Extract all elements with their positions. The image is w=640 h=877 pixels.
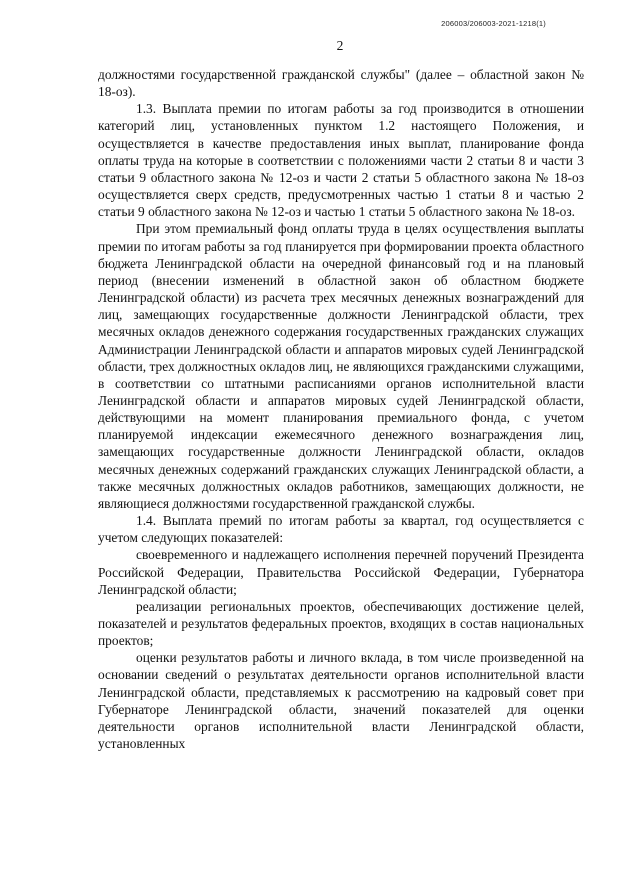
paragraph-1-3: 1.3. Выплата премии по итогам работы за год производится в отношении категорий лиц, установленных пунктом 1.2 настоящего Положения, и осуществляется в качестве предоставления иных выплат, планирование фонда оплаты труда на которые в соответствии с положениями части 2 статьи 8 и части 3 статьи 9 областного закона № 12-оз и части 2 статьи 5 областного закона № 18-оз осуществляется сверх средств, предусмотренных частью 1 статьи 8 и частью 2 статьи 9 областного закона № 12-оз и частью 1 статьи 5 областного закона № 18-оз. xyxy=(98,101,584,220)
paragraph-continuation: должностями государственной гражданской службы" (далее – областной закон № 18-оз). xyxy=(98,67,584,100)
paragraph-premium-fund: При этом премиальный фонд оплаты труда в целях осуществления выплаты премии по итогам работы за год планируется при формировании проекта областного бюджета Ленинградской области на очередной финансовый год и на плановый период (внесении изменений в областной закон об областном бюджете Ленинградской области) из расчета трех месячных денежных вознаграждений для лиц, замещающих государственные должности Ленинградской области, трех месячных окладов денежного содержания государственных гражданских служащих Администрации Ленинградской области и аппаратов мировых судей Ленинградской области, трех должностных окладов лиц, не являющихся гражданскими служащими, в соответствии со штатными расписаниями органов исполнительной власти Ленинградской области и аппаратов мировых судей Ленинградской области, действующими на момент планирования премиального фонда, с учетом планируемой индексации ежемесячного денежного вознаграждения лиц, замещающих государственные должности Ленинградской области, окладов месячных денежных содержаний гражданских служащих Ленинградской области, а также месячных должностных окладов работников, замещающих должности, не являющиеся должностями государственной гражданской службы. xyxy=(98,221,584,511)
page-number: 2 xyxy=(336,38,344,53)
indicator-work-results: оценки результатов работы и личного вклада, в том числе произведенной на основании сведений о результатах деятельности органов исполнительной власти Ленинградской области, представляемых к рассмотрению на кадровый совет при Губернаторе Ленинградской области, значений показателей для оценки деятельности органов исполнительной власти Ленинградской области, установленных xyxy=(98,650,584,752)
document-id: 206003/206003-2021-1218(1) xyxy=(441,19,546,28)
indicator-regional-projects: реализации региональных проектов, обеспечивающих достижение целей, показателей и результатов федеральных проектов, входящих в состав национальных проектов; xyxy=(98,598,584,649)
indicator-orders-execution: своевременного и надлежащего исполнения перечней поручений Президента Российской Федерации, Правительства Российской Федерации, Губернатора Ленинградской области; xyxy=(98,547,584,597)
paragraph-1-4: 1.4. Выплата премий по итогам работы за квартал, год осуществляется с учетом следующих показателей: xyxy=(98,513,584,546)
document-body xyxy=(98,66,584,752)
